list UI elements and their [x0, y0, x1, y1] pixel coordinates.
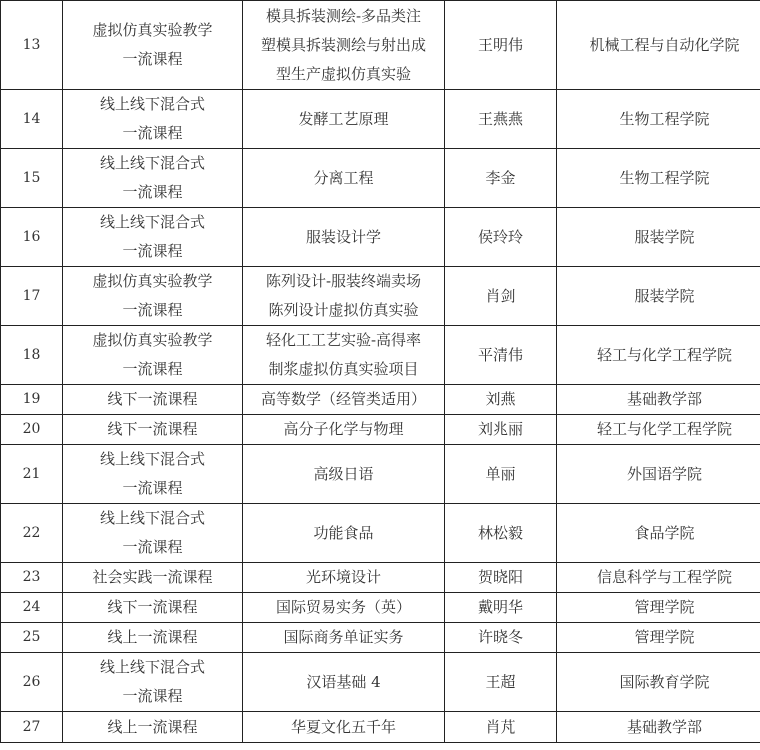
college-cell: 管理学院	[557, 623, 760, 653]
table-row	[1, 415, 760, 445]
teacher-cell: 王超	[445, 653, 557, 712]
teacher-cell: 刘燕	[445, 385, 557, 415]
course-type-cell-line: 虚拟仿真实验教学	[92, 21, 213, 39]
college-cell: 生物工程学院	[557, 149, 760, 208]
row-number-cell: 20	[1, 415, 63, 445]
course-name-cell-line: 功能食品	[313, 523, 374, 542]
course-type-cell	[63, 90, 243, 149]
course-name-cell-line: 国际商务单证实务	[283, 628, 404, 646]
course-name-cell	[243, 267, 445, 326]
course-type-cell-line: 线上线下混合式	[99, 509, 205, 527]
row-number-cell: 18	[1, 326, 63, 385]
college-cell: 基础教学部	[557, 712, 760, 743]
course-type-cell	[63, 563, 243, 593]
row-number-cell: 22	[1, 504, 63, 563]
course-type-cell	[63, 326, 243, 385]
course-type-cell-line: 线上一流课程	[107, 628, 198, 646]
college-cell: 服装学院	[557, 208, 760, 267]
course-name-cell-line: 汉语基础 4	[306, 672, 381, 691]
course-table-body	[1, 1, 760, 743]
course-name-cell-line: 陈列设计虚拟仿真实验	[268, 301, 419, 319]
teacher-cell: 贺晓阳	[445, 563, 557, 593]
college-cell: 服装学院	[557, 267, 760, 326]
teacher-cell: 单丽	[445, 445, 557, 504]
teacher-cell: 戴明华	[445, 593, 557, 623]
course-type-cell-line: 一流课程	[122, 301, 183, 319]
table-row	[1, 90, 760, 149]
table-row	[1, 326, 760, 385]
table-row	[1, 593, 760, 623]
course-name-cell-line: 国际贸易实务（英）	[275, 598, 411, 616]
teacher-cell: 肖芃	[445, 712, 557, 743]
course-type-cell-line: 线上一流课程	[107, 717, 198, 736]
college-cell: 基础教学部	[557, 385, 760, 415]
course-name-cell-line: 型生产虚拟仿真实验	[275, 64, 411, 83]
course-type-cell	[63, 593, 243, 623]
course-type-cell-line: 线上线下混合式	[99, 154, 205, 172]
row-number-cell: 21	[1, 445, 63, 504]
table-row	[1, 653, 760, 712]
course-type-cell	[63, 208, 243, 267]
teacher-cell: 肖剑	[445, 267, 557, 326]
course-name-cell	[243, 623, 445, 653]
course-type-cell	[63, 415, 243, 445]
teacher-cell: 刘兆丽	[445, 415, 557, 445]
teacher-cell: 王燕燕	[445, 90, 557, 149]
course-name-cell	[243, 326, 445, 385]
course-name-cell	[243, 563, 445, 593]
course-type-cell	[63, 653, 243, 712]
table-row	[1, 504, 760, 563]
table-row	[1, 1, 760, 90]
college-cell: 机械工程与自动化学院	[557, 1, 760, 90]
course-name-cell-line: 高等数学（经管类适用）	[260, 390, 426, 408]
course-name-cell-line: 华夏文化五千年	[290, 717, 396, 736]
row-number-cell: 26	[1, 653, 63, 712]
course-name-cell	[243, 385, 445, 415]
college-cell: 国际教育学院	[557, 653, 760, 712]
course-name-cell-line: 塑模具拆装测绘与射出成	[260, 35, 426, 54]
course-name-cell-line: 陈列设计-服装终端卖场	[265, 272, 422, 290]
course-name-cell	[243, 593, 445, 623]
table-row	[1, 712, 760, 743]
course-name-cell-line: 分离工程	[313, 168, 374, 187]
course-type-cell	[63, 385, 243, 415]
teacher-cell: 侯玲玲	[445, 208, 557, 267]
course-type-cell	[63, 712, 243, 743]
table-row	[1, 267, 760, 326]
course-type-cell-line: 一流课程	[122, 183, 183, 201]
course-type-cell	[63, 267, 243, 326]
course-type-cell-line: 一流课程	[122, 50, 183, 68]
table-row	[1, 208, 760, 267]
course-type-cell-line: 线上线下混合式	[99, 95, 205, 113]
course-type-cell-line: 线上线下混合式	[99, 213, 205, 231]
teacher-cell: 李金	[445, 149, 557, 208]
course-type-cell-line: 社会实践一流课程	[92, 568, 213, 586]
course-name-cell	[243, 208, 445, 267]
course-type-cell-line: 线上线下混合式	[99, 658, 205, 676]
course-type-cell-line: 一流课程	[122, 124, 183, 142]
college-cell: 管理学院	[557, 593, 760, 623]
course-type-cell-line: 线下一流课程	[107, 598, 198, 616]
course-type-cell-line: 一流课程	[122, 479, 183, 497]
course-name-cell	[243, 415, 445, 445]
college-cell: 外国语学院	[557, 445, 760, 504]
college-cell: 食品学院	[557, 504, 760, 563]
course-name-cell-line: 服装设计学	[305, 227, 381, 246]
course-type-cell	[63, 623, 243, 653]
course-name-cell-line: 高级日语	[313, 464, 374, 483]
college-cell: 轻工与化学工程学院	[557, 326, 760, 385]
course-name-cell-line: 制浆虚拟仿真实验项目	[268, 360, 419, 378]
row-number-cell: 27	[1, 712, 63, 743]
course-name-cell-line: 发酵工艺原理	[298, 109, 389, 128]
row-number-cell: 25	[1, 623, 63, 653]
course-type-cell	[63, 445, 243, 504]
course-type-cell-line: 线上线下混合式	[99, 450, 205, 468]
table-row	[1, 623, 760, 653]
row-number-cell: 17	[1, 267, 63, 326]
row-number-cell: 19	[1, 385, 63, 415]
course-name-cell	[243, 149, 445, 208]
table-row	[1, 563, 760, 593]
row-number-cell: 16	[1, 208, 63, 267]
row-number-cell: 24	[1, 593, 63, 623]
course-name-cell	[243, 653, 445, 712]
course-type-cell-line: 线下一流课程	[107, 390, 198, 408]
teacher-cell: 许晓冬	[445, 623, 557, 653]
table-row	[1, 445, 760, 504]
course-type-cell	[63, 149, 243, 208]
course-name-cell-line: 高分子化学与物理	[283, 420, 404, 438]
course-name-cell	[243, 445, 445, 504]
table-row	[1, 149, 760, 208]
course-type-cell-line: 一流课程	[122, 242, 183, 260]
course-name-cell	[243, 1, 445, 90]
course-name-cell-line: 模具拆装测绘-多品类注	[265, 6, 422, 25]
teacher-cell: 林松毅	[445, 504, 557, 563]
course-name-cell-line: 轻化工工艺实验-高得率	[265, 331, 422, 349]
row-number-cell: 13	[1, 1, 63, 90]
course-type-cell	[63, 504, 243, 563]
course-type-cell	[63, 1, 243, 90]
row-number-cell: 23	[1, 563, 63, 593]
course-type-cell-line: 一流课程	[122, 538, 183, 556]
college-cell: 信息科学与工程学院	[557, 563, 760, 593]
teacher-cell: 平清伟	[445, 326, 557, 385]
course-type-cell-line: 虚拟仿真实验教学	[92, 331, 213, 349]
teacher-cell: 王明伟	[445, 1, 557, 90]
course-type-cell-line: 虚拟仿真实验教学	[92, 272, 213, 290]
college-cell: 轻工与化学工程学院	[557, 415, 760, 445]
table-row	[1, 385, 760, 415]
course-name-cell	[243, 712, 445, 743]
course-name-cell	[243, 90, 445, 149]
course-type-cell-line: 一流课程	[122, 360, 183, 378]
course-name-cell	[243, 504, 445, 563]
course-type-cell-line: 一流课程	[122, 687, 183, 705]
row-number-cell: 14	[1, 90, 63, 149]
row-number-cell: 15	[1, 149, 63, 208]
course-name-cell-line: 光环境设计	[305, 568, 381, 586]
college-cell: 生物工程学院	[557, 90, 760, 149]
course-type-cell-line: 线下一流课程	[107, 420, 198, 438]
